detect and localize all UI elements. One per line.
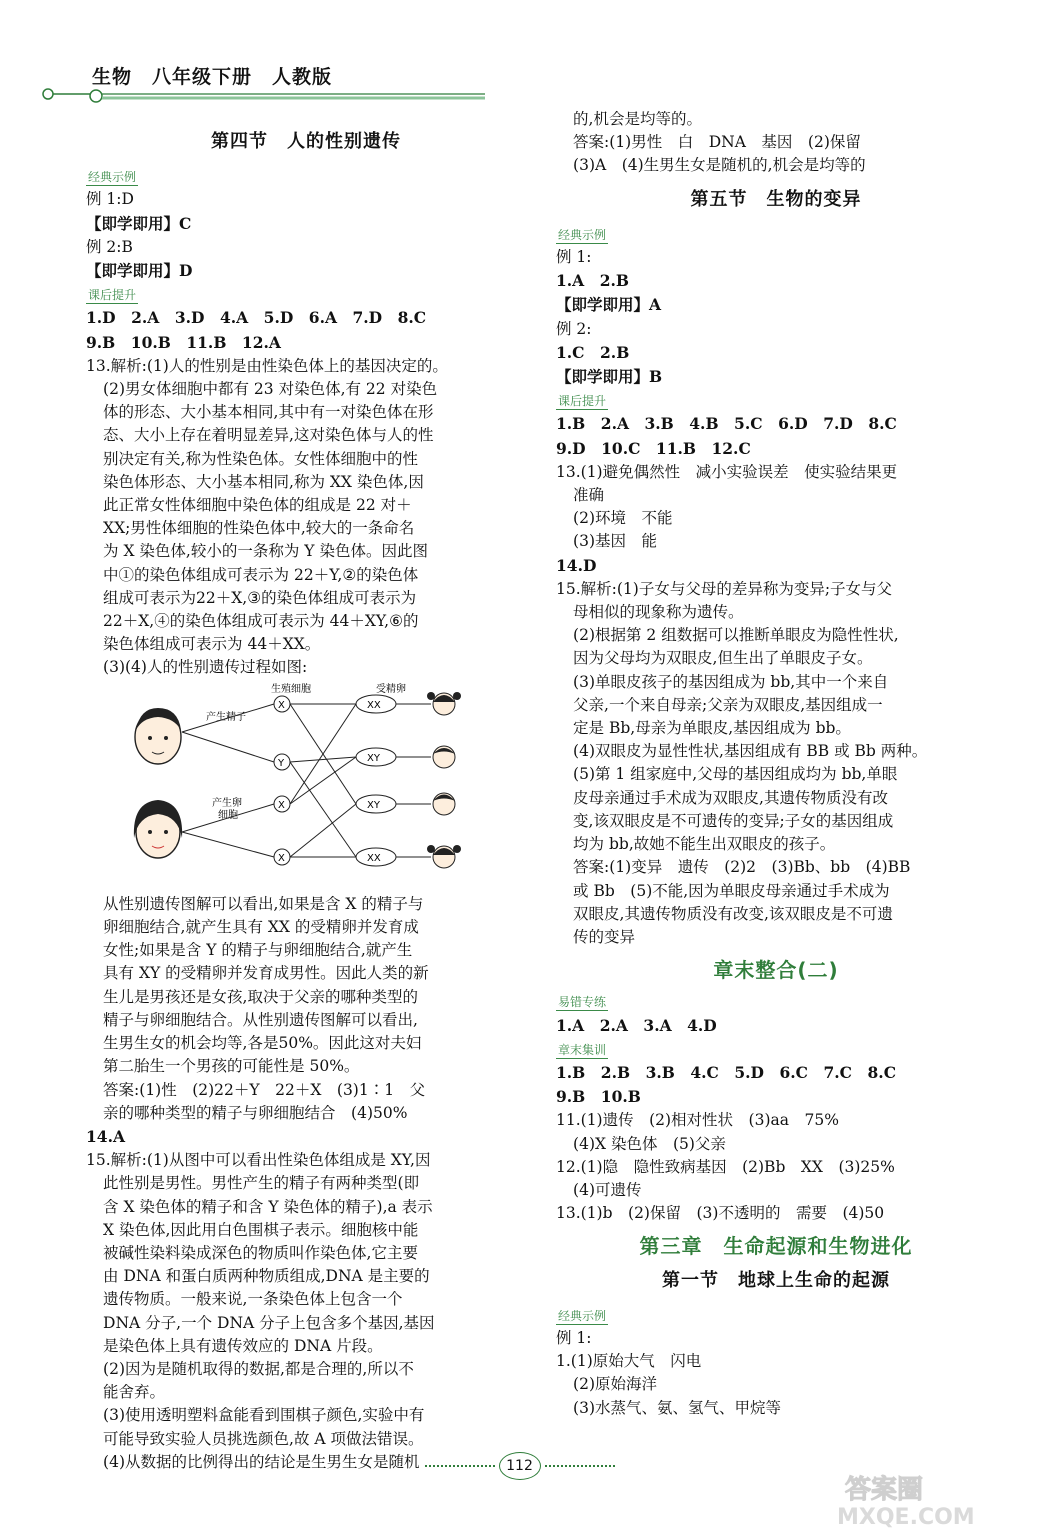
answer-line: 【即学即用】D [86,261,193,281]
page-number-dots-left [425,1465,495,1467]
right-column [556,108,996,1420]
answer-line: 1.A 2.A 3.A 4.D [556,1015,717,1035]
text-line: 13.(1)避免偶然性 减小实验误差 使实验结果更 [556,462,898,481]
text-line: 11.(1)遗传 (2)相对性状 (3)aa 75% [556,1111,839,1130]
zygote-4 [356,848,396,866]
text-line: (4)双眼皮为显性性状,基因组成有 BB 或 Bb 两种。 [573,742,928,761]
text-line: 15.解析:(1)从图中可以看出性染色体组成是 XY,因 [86,1151,431,1170]
chapter-summary-title: 章末整合(二) [713,958,839,983]
text-line: 的,机会是均等的。 [573,110,702,128]
text-line: 生男生女的机会均等,各是50%。因此这对夫妇 [103,1034,422,1053]
text-line: 态、大小上存在着明显差异,这对染色体与人的性 [103,426,434,445]
tag-error-practice: 易错专练 [558,995,607,1010]
text-line: (2)根据第 2 组数据可以推断单眼皮为隐性性状, [573,626,899,645]
girl-face-icon [427,692,461,715]
text-line: 答案:(1)变异 遗传 (2)2 (3)Bb、bb (4)BB [573,858,911,877]
girl-face-icon [427,845,461,868]
text-line: 是染色体上具有遗传效应的 DNA 片段。 [103,1336,383,1355]
section-title-variation: 第五节 生物的变异 [690,188,862,210]
answer-line: 1.B 2.B 3.B 4.C 5.D 6.C 7.C 8.C [556,1062,897,1082]
q13-explanation [86,355,526,680]
answer-line: 14.A [86,1126,125,1146]
page-number-value: 112 [499,1452,541,1480]
text-line: (3)单眼皮孩子的基因组成为 bb,其中一个来自 [573,672,889,691]
q13-continued [86,893,526,1125]
q15-variation-explanation [556,578,996,949]
text-line: 具有 XY 的受精卵并发育成男性。因此人类的新 [103,964,429,983]
text-line: 能舍弃。 [103,1383,166,1402]
text-line: (4)从数据的比例得出的结论是生男生女是随机 [103,1452,420,1471]
boy-face-icon [433,793,455,815]
svg-text:XY: XY [367,799,380,811]
answer-line: 1.B 2.A 3.B 4.B 5.C 6.D 7.D 8.C [556,414,897,434]
diagram-col-zygote: 受精卵 [376,683,406,695]
text-line: 为 X 染色体,较小的一条称为 Y 染色体。因此图 [103,542,428,561]
father-face-icon [135,708,181,764]
text-line: (2)原始海洋 [573,1375,658,1394]
text-line: 13.(1)b (2)保留 (3)不透明的 需要 (4)50 [556,1204,885,1223]
text-line: 被碱性染料染成深色的物质叫作染色体,它主要 [103,1243,418,1262]
tag-after-class: 课后提升 [558,394,607,409]
watermark-logo [815,1468,1015,1530]
text-line: 13.解析:(1)人的性别是由性染色体上的基因决定的。 [86,356,448,375]
text-line: 定是 Bb,母亲为单眼皮,基因组成为 bb。 [573,719,851,738]
section-title-sex-inheritance: 第四节 人的性别遗传 [211,131,401,152]
text-line: 生儿是男孩还是女孩,取决于父亲的哪种类型的 [103,987,418,1006]
text-line: 体的形态、大小基本相同,其中有一对染色体在形 [103,403,434,422]
tag-classic-examples: 经典示例 [558,227,607,242]
text-line: X 染色体,因此用白色围棋子表示。细胞核中能 [103,1220,419,1239]
sex-inheritance-diagram [126,682,546,882]
text-line: 皮母亲通过手术成为双眼皮,其遗传物质没有改 [573,788,888,807]
text-line: 第二胎生一个男孩的可能性是 50%。 [103,1057,360,1076]
germ-cell-2 [274,754,290,770]
text-line: 15.解析:(1)子女与父母的差异称为变异;子女与父 [556,579,893,598]
text-line: 均为 bb,故她不能生出双眼皮的孩子。 [573,835,836,854]
text-line: 因为父母均为双眼皮,但生出了单眼皮子女。 [573,649,873,668]
answer-line: 【即学即用】A [556,295,662,315]
text-line: (5)第 1 组家庭中,父母的基因组成均为 bb,单眼 [573,765,898,784]
answer-line: 14.D [556,555,597,575]
text-line: 卵细胞结合,就产生具有 XX 的受精卵并发育成 [103,918,419,937]
text-line: 双眼皮,其遗传物质没有改变,该双眼皮是不可遗 [573,904,893,923]
svg-text:XY: XY [367,752,380,764]
zygote-2 [356,748,396,766]
text-line: 中①的染色体组成可表示为 22＋Y,②的染色体 [103,565,419,584]
text-line: 此正常女性体细胞中染色体的组成是 22 对＋ [103,496,412,515]
text-line: 染色体形态、大小基本相同,称为 XX 染色体,因 [103,472,424,491]
text-line: 亲的哪种类型的精子与卵细胞结合 (4)50% [103,1103,408,1122]
text-line: (3)使用透明塑料盒能看到围棋子颜色,实验中有 [103,1406,425,1425]
svg-text:Y: Y [278,757,285,769]
text-line: 答案:(1)男性 白 DNA 基因 (2)保留 [573,133,861,152]
zygote-1 [356,695,396,713]
text-line: 母相似的现象称为遗传。 [573,603,744,622]
answer-line: 9.D 10.C 11.B 12.C [556,438,751,458]
svg-text:X: X [278,699,285,711]
text-line: (3)(4)人的性别遗传过程如图: [103,658,308,677]
text-line: (2)环境 不能 [573,509,673,528]
boy-face-icon [433,746,455,768]
answer-line: 例 1: [556,248,592,267]
svg-text:MXQE.COM: MXQE.COM [837,1505,975,1530]
zygote-3 [356,795,396,813]
text-line: 染色体组成可表示为 44＋XX。 [103,635,321,654]
text-line: 组成可表示为22＋X,③的染色体组成可表示为 [103,588,417,607]
text-line: 此性别是男性。男性产生的精子有两种类型(即 [103,1174,420,1193]
answer-line: 例 2:B [86,237,133,256]
q15-explanation [86,1149,526,1474]
text-line: 可能导致实验人员挑选颜色,故 A 项做法错误。 [103,1429,424,1448]
germ-cell-4 [274,849,290,865]
diagram-col-germ-cells: 生殖细胞 [271,683,311,695]
label-produce-egg-2: 细胞 [218,809,238,821]
text-line: 由 DNA 和蛋白质两种物质组成,DNA 是主要的 [103,1267,430,1286]
svg-text:X: X [278,799,285,811]
svg-text:XX: XX [367,852,381,864]
svg-text:XX: XX [367,699,381,711]
left-column [86,120,526,1474]
text-line: 12.(1)隐 隐性致病基因 (2)Bb XX (3)25% [556,1157,895,1176]
text-line: 父亲,一个来自母亲;父亲为双眼皮,基因组成一 [573,695,883,714]
answer-line: 1.A 2.B [556,271,629,291]
text-line: (2)男女体细胞中都有 23 对染色体,有 22 对染色 [103,380,438,399]
label-produce-egg-1: 产生卵 [212,797,242,809]
text-line: 别决定有关,称为性染色体。女性体细胞中的性 [103,449,418,468]
section-title-origin-of-life: 第一节 地球上生命的起源 [662,1269,890,1291]
germ-cell-1 [274,696,290,712]
text-line: 22＋X,④的染色体组成可表示为 44＋XY,⑥的 [103,612,419,631]
text-line: (4)X 染色体 (5)父亲 [573,1134,726,1153]
text-line: (3)A (4)生男生女是随机的,机会是均等的 [573,156,866,175]
svg-text:答案圈: 答案圈 [845,1475,924,1505]
running-header: 生物 八年级下册 人教版 [92,66,333,88]
label-produce-sperm: 产生精子 [206,711,246,723]
mother-face-icon [134,800,182,858]
answer-line: 1.D 2.A 3.D 4.A 5.D 6.A 7.D 8.C [86,308,427,328]
text-line: (3)基因 能 [573,532,658,551]
text-line: 变,该双眼皮是不可遗传的变异;子女的基因组成 [573,811,894,830]
tag-classic-examples: 经典示例 [558,1308,607,1323]
answer-line: 例 1: [556,1328,592,1347]
text-line: 或 Bb (5)不能,因为单眼皮母亲通过手术成为 [573,881,890,900]
text-line: 从性别遗传图解可以看出,如果是含 X 的精子与 [103,894,424,913]
text-line: 传的变异 [573,927,636,946]
answer-line: 例 1:D [86,190,134,209]
answer-line: 例 2: [556,319,592,338]
answer-line: 【即学即用】C [86,213,192,233]
chapter-3-title: 第三章 生命起源和生物进化 [639,1234,913,1259]
answer-line: 1.C 2.B [556,342,630,362]
answer-line: 9.B 10.B [556,1087,641,1107]
tag-chapter-training: 章末集训 [558,1042,607,1057]
text-line: (4)可遗传 [573,1180,642,1199]
text-line: 1.(1)原始大气 闪电 [556,1352,702,1371]
answer-line: 9.B 10.B 11.B 12.A [86,332,281,352]
germ-cell-3 [274,796,290,812]
text-line: XX;男性体细胞的性染色体中,较大的一条命名 [103,519,415,538]
text-line: 精子与卵细胞结合。从性别遗传图解可以看出, [103,1010,418,1029]
answer-line: 【即学即用】B [556,367,663,387]
text-line: (2)因为是随机取得的数据,都是合理的,所以不 [103,1359,414,1378]
text-line: DNA 分子,一个 DNA 分子上包含多个基因,基因 [103,1313,435,1332]
page-number-dots-right [545,1465,615,1467]
text-line: 遗传物质。一般来说,一条染色体上包含一个 [103,1290,403,1309]
tag-classic-examples: 经典示例 [88,170,137,185]
svg-text:X: X [278,852,285,864]
text-line: 答案:(1)性 (2)22＋Y 22＋X (3)1∶1 父 [103,1080,426,1099]
text-line: 准确 [573,486,605,505]
text-line: (3)水蒸气、氨、氢气、甲烷等 [573,1398,782,1417]
diagram-lines [182,704,431,857]
text-line: 含 X 染色体的精子和含 Y 染色体的精子),a 表示 [103,1197,433,1216]
header-decoration [40,80,490,110]
text-line: 女性;如果是含 Y 的精子与卵细胞结合,就产生 [103,941,413,960]
tag-after-class: 课后提升 [88,288,137,303]
